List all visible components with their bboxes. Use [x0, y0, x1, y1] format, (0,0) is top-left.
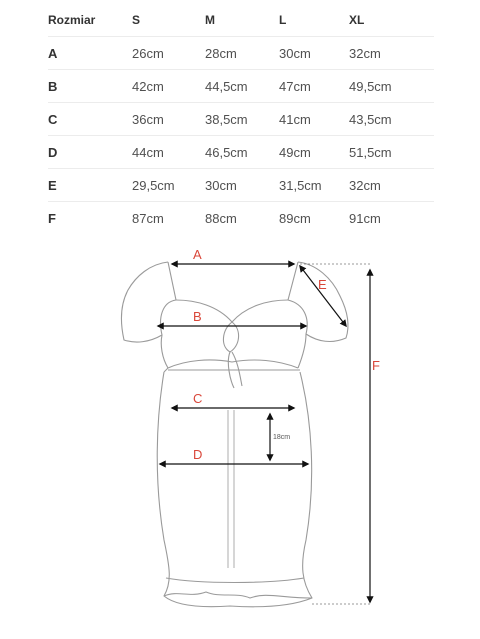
table-row	[48, 202, 434, 235]
table-row	[48, 37, 434, 70]
table-cell: 41cm	[279, 103, 349, 136]
measure-e-arrow	[300, 266, 346, 326]
table-cell: 88cm	[205, 210, 237, 226]
table-cell: 47cm	[279, 70, 349, 103]
header-xl: XL	[349, 4, 434, 37]
table-cell: 31,5cm	[279, 169, 349, 202]
table-cell: 44,5cm	[205, 70, 279, 103]
label-slit: 18cm	[273, 434, 291, 441]
table-cell: 49cm	[279, 136, 349, 169]
table-cell: 30cm	[279, 37, 349, 70]
label-d: D	[193, 447, 203, 462]
table-cell: 29,5cm	[132, 169, 205, 202]
table-cell: 28cm	[205, 37, 279, 70]
table-header-row	[48, 4, 434, 37]
header-size: Rozmiar	[48, 4, 132, 37]
table-row	[48, 103, 434, 136]
label-c: C	[193, 391, 203, 406]
table-cell: 32cm	[349, 169, 434, 202]
table-row	[48, 169, 434, 202]
table-cell: 30cm	[205, 169, 279, 202]
row-label: F	[48, 210, 56, 226]
header-l: L	[279, 4, 349, 37]
row-label: A	[48, 37, 132, 70]
table-cell: 44cm	[132, 136, 205, 169]
table-cell: 43,5cm	[349, 103, 434, 136]
label-a: A	[193, 247, 202, 262]
table-cell: 89cm	[279, 210, 311, 226]
center-seam	[228, 410, 234, 568]
label-f: F	[372, 358, 380, 373]
table-row	[48, 136, 434, 169]
dress-diagram	[0, 236, 480, 639]
table-cell: 51,5cm	[349, 136, 434, 169]
size-table	[48, 4, 434, 234]
table-cell: 91cm	[349, 210, 381, 226]
table-cell: 87cm	[132, 210, 164, 226]
header-s: S	[132, 4, 205, 37]
table-cell: 49,5cm	[349, 70, 434, 103]
table-cell: 32cm	[349, 37, 434, 70]
table-cell: 26cm	[132, 37, 205, 70]
label-b: B	[193, 309, 202, 324]
table-cell: 38,5cm	[205, 103, 279, 136]
header-m: M	[205, 4, 279, 37]
table-row	[48, 70, 434, 103]
table-cell: 42cm	[132, 70, 205, 103]
dress-outline	[121, 262, 348, 607]
row-label: B	[48, 70, 132, 103]
row-label: C	[48, 103, 132, 136]
table-cell: 36cm	[132, 103, 205, 136]
row-label: E	[48, 169, 132, 202]
table-cell: 46,5cm	[205, 136, 279, 169]
label-e: E	[318, 277, 327, 292]
row-label: D	[48, 136, 132, 169]
